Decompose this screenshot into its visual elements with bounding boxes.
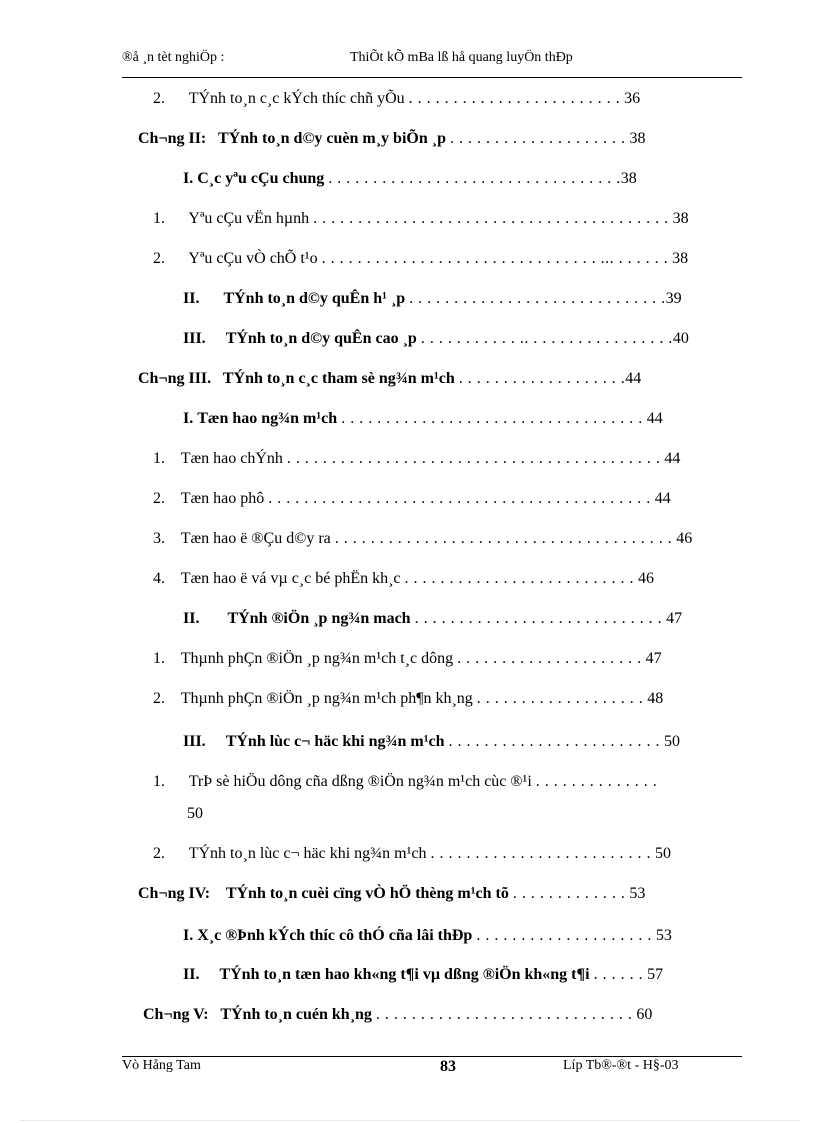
toc-title: TÝnh to¸n cuèi cïng vÒ hÖ thèng m¹ch tõ	[225, 885, 509, 902]
toc-title: TrÞ sè hiÖu dông cña dßng ®iÖn ng¾n m¹ch cùc ®¹i	[188, 773, 532, 790]
header-left-text: ®å ¸n tèt nghiÖp :	[122, 50, 225, 65]
header-rule	[122, 77, 742, 78]
toc-number: I.	[183, 927, 194, 944]
toc-dots: . . . . . . . . . . . . . .	[535, 773, 658, 790]
header-title: ThiÕt kÕ mBa lß hå quang luyÖn thÐp	[350, 50, 573, 65]
toc-number: 2.	[153, 690, 165, 707]
toc-title: Thµnh phÇn ®iÖn ¸p ng¾n m¹ch t¸c dông	[180, 650, 454, 667]
toc-dots: . . . . . . . . . . . . . . . . . . . . . . . . . . . . . . . . . .	[341, 410, 643, 427]
toc-dots: . . . . . . . . . . . . . . . . . . . . . . . . . . . .	[414, 610, 663, 627]
toc-title: Tæn hao chÝnh	[180, 450, 283, 467]
toc-number: Ch¬ng IV:	[138, 885, 211, 902]
toc-title: TÝnh to¸n d©y cuèn m¸y biÕn ¸p	[217, 130, 446, 147]
toc-title: TÝnh to¸n d©y quÊn cao ¸p	[225, 330, 417, 347]
toc-entry	[153, 690, 663, 708]
toc-page: 44	[664, 450, 681, 467]
toc-dots: . . . . . . . . . . . . . . . . . . . . . . . .	[408, 90, 621, 107]
toc-title: TÝnh to¸n lùc c¬ häc khi ng¾n m¹ch	[188, 845, 427, 862]
toc-entry	[153, 845, 671, 863]
toc-dots: . . . . . . . . . . . . . . . . . . . . . . . . . . . . .	[409, 290, 666, 307]
toc-entry-section	[183, 610, 682, 628]
toc-page: 44	[625, 370, 642, 387]
toc-number: 2.	[153, 90, 165, 107]
toc-dots: . . . . . . . . . . . . . . . . . . .	[476, 690, 644, 707]
toc-page: 46	[676, 530, 693, 547]
toc-page: 36	[624, 90, 641, 107]
toc-number: I.	[183, 170, 194, 187]
toc-page: 60	[636, 1006, 653, 1023]
toc-entry-chapter	[143, 1006, 652, 1024]
toc-dots: . . . . . . . . . . . . . . . . . . . . . . . .	[448, 733, 661, 750]
toc-number: III.	[183, 330, 206, 347]
toc-entry-chapter	[138, 885, 645, 903]
toc-dots: . . . . . . . . . . . . . . . . . . . . . . . . . . . . . . . . . . . . . . . . . .	[286, 450, 661, 467]
toc-entry-section	[183, 733, 680, 751]
toc-title: Tæn hao ë vá vµ c¸c bé phËn kh¸c	[180, 570, 401, 587]
toc-page: 47	[645, 650, 662, 667]
toc-title: TÝnh to¸n d©y quÊn h¹ ¸p	[223, 290, 406, 307]
toc-dots: . . . . . . . . . . . . . . . . . . . .	[476, 927, 652, 944]
toc-page: 38	[629, 130, 646, 147]
toc-number: 2.	[153, 250, 165, 267]
toc-number: 2.	[153, 845, 165, 862]
toc-title: TÝnh lùc c¬ häc khi ng¾n m¹ch	[225, 733, 445, 750]
toc-entry	[153, 90, 640, 108]
toc-number: 2.	[153, 490, 165, 507]
toc-entry	[153, 570, 654, 588]
toc-entry	[153, 250, 688, 268]
toc-number: I.	[183, 410, 194, 427]
toc-page: 48	[647, 690, 664, 707]
toc-page: 50	[664, 733, 681, 750]
footer-author: Vò Hång Tam	[122, 1058, 201, 1073]
toc-number: Ch¬ng V:	[143, 1006, 209, 1023]
toc-dots: . . . . . . . . . . . . . . . . . . . . . . . . . . . . . . . ... . . . . . .	[321, 250, 669, 267]
toc-dots: . . . . . .	[593, 966, 644, 983]
toc-number: 1.	[153, 773, 165, 790]
toc-page: 38	[672, 250, 689, 267]
toc-dots: . . . . . . . . . . . . . . . . . . . . . . . . . . . . . . . . . . . . . . . . . . .	[268, 490, 651, 507]
toc-number: II.	[183, 290, 200, 307]
toc-dots: . . . . . . . . . . . . . . . . . . .	[458, 370, 626, 387]
toc-dots: . . . . . . . . . . . . . . . . . . . .	[449, 130, 626, 147]
toc-title: Tæn hao ng¾n m¹ch	[197, 410, 338, 427]
toc-number: II.	[183, 610, 200, 627]
toc-entry	[153, 773, 657, 791]
toc-number: Ch¬ng II:	[138, 130, 207, 147]
toc-number: 1.	[153, 210, 165, 227]
toc-dots: . . . . . . . . . . . . . . . . . . . . . . . . . .	[404, 570, 635, 587]
toc-entry-section	[183, 410, 663, 428]
toc-page-wrapped: 50	[187, 805, 203, 822]
toc-title: TÝnh to¸n c¸c kÝch thíc chñ yÕu	[188, 90, 405, 107]
toc-page: 47	[666, 610, 683, 627]
toc-page: 53	[629, 885, 646, 902]
toc-dots: . . . . . . . . . . . .. . . . . . . . . . . . . . . . .	[420, 330, 673, 347]
toc-dots: . . . . . . . . . . . . . . . . . . . . .	[457, 650, 642, 667]
toc-page: 46	[638, 570, 655, 587]
toc-page: 40	[672, 330, 689, 347]
toc-number: 4.	[153, 570, 165, 587]
toc-page: 38	[620, 170, 637, 187]
toc-page: 38	[672, 210, 689, 227]
toc-page: 44	[654, 490, 671, 507]
toc-dots: . . . . . . . . . . . . . . . . . . . . . . . . . . . . .	[375, 1006, 633, 1023]
toc-dots: . . . . . . . . . . . . . . . . . . . . . . . . .	[430, 845, 651, 862]
toc-number: III.	[183, 733, 206, 750]
toc-title: Thµnh phÇn ®iÖn ¸p ng¾n m¹ch ph¶n kh¸ng	[180, 690, 473, 707]
toc-title: C¸c yªu cÇu chung	[197, 170, 325, 187]
toc-page: 39	[665, 290, 682, 307]
toc-entry	[153, 450, 680, 468]
toc-title: Tæn hao phô	[180, 490, 265, 507]
toc-title: X¸c ®Þnh kÝch thíc cô thÓ cña lâi thÐp	[197, 927, 473, 944]
toc-entry-section	[183, 927, 672, 945]
toc-title: TÝnh to¸n cuén kh¸ng	[220, 1006, 372, 1023]
toc-title: TÝnh ®iÖn ¸p ng¾n mach	[227, 610, 411, 627]
toc-entry-chapter	[138, 370, 641, 388]
toc-entry-chapter	[138, 130, 645, 148]
toc-number: II.	[183, 966, 200, 983]
toc-title: TÝnh to¸n c¸c tham sè ng¾n m¹ch	[222, 370, 455, 387]
toc-entry	[153, 490, 671, 508]
toc-page: 53	[655, 927, 672, 944]
toc-dots: . . . . . . . . . . . . .	[512, 885, 626, 902]
toc-dots: . . . . . . . . . . . . . . . . . . . . . . . . . . . . . . . . . . . . . . . .	[313, 210, 669, 227]
toc-number: 1.	[153, 650, 165, 667]
page-bottom-border	[20, 1120, 800, 1121]
toc-title: Yªu cÇu vËn hµnh	[188, 210, 310, 227]
toc-entry-section	[183, 290, 682, 308]
footer-class: Líp Tb®-®t - H§-03	[563, 1058, 679, 1073]
toc-entry	[153, 210, 689, 228]
toc-entry	[153, 530, 692, 548]
toc-number: 1.	[153, 450, 165, 467]
toc-entry	[153, 650, 662, 668]
toc-dots: . . . . . . . . . . . . . . . . . . . . . . . . . . . . . . . . .	[328, 170, 621, 187]
toc-page: 57	[647, 966, 664, 983]
toc-title: Yªu cÇu vÒ chÕ t¹o	[188, 250, 318, 267]
toc-number: Ch¬ng III.	[138, 370, 212, 387]
page-number: 83	[440, 1058, 456, 1075]
toc-dots: . . . . . . . . . . . . . . . . . . . . . . . . . . . . . . . . . . . . . .	[334, 530, 673, 547]
toc-title: Tæn hao ë ®Çu d©y ra	[180, 530, 331, 547]
toc-page: 50	[654, 845, 671, 862]
footer-rule	[122, 1056, 742, 1057]
toc-entry-section	[183, 330, 689, 348]
toc-entry-section	[183, 170, 637, 188]
toc-entry-section	[183, 966, 663, 984]
toc-page: 44	[646, 410, 663, 427]
toc-title: TÝnh to¸n tæn hao kh«ng t¶i vµ dßng ®iÖn kh«ng t¶i	[219, 966, 590, 983]
toc-number: 3.	[153, 530, 165, 547]
